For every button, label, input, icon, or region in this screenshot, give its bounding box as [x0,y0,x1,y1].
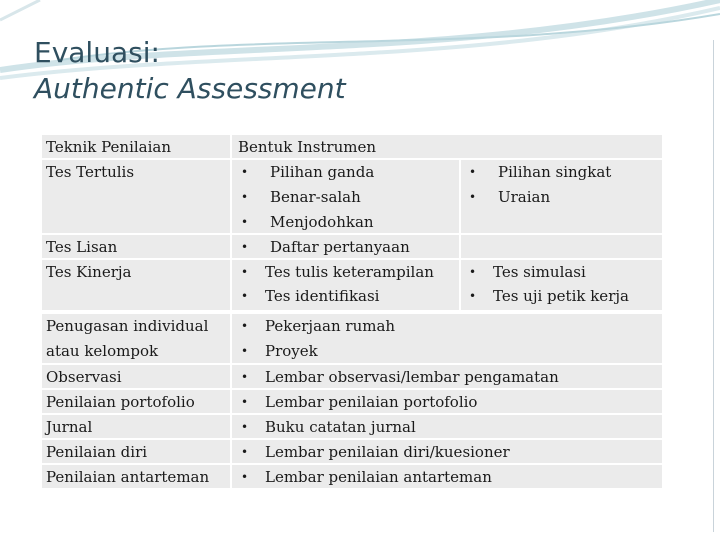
header-bentuk: Bentuk Instrumen [238,138,377,156]
list-item: Menjodohkan [270,213,374,231]
label-tes-tertulis: Tes Tertulis [46,163,135,181]
table-row-penilaian-diri [42,440,662,463]
title-line-1: Evaluasi: [34,36,160,69]
label-jurnal: Jurnal [46,418,93,436]
list-item: Benar-salah [270,188,361,206]
bullet-icon: • [241,344,249,358]
list-item: Tes tulis keterampilan [265,263,434,281]
list-item: Daftar pertanyaan [270,238,410,256]
title-line-2: Authentic Assessment [34,72,346,105]
table-row-portofolio [42,390,662,413]
list-item: Lembar penilaian diri/kuesioner [265,443,510,461]
bullet-icon: • [241,165,249,179]
bullet-icon: • [469,289,477,303]
header-teknik: Teknik Penilaian [46,138,172,156]
label-portofolio: Penilaian portofolio [46,393,195,411]
label-tes-lisan: Tes Lisan [46,238,118,256]
list-item: Pilihan ganda [270,163,375,181]
list-item: Buku catatan jurnal [265,418,416,436]
slide-frame-line [713,40,714,532]
list-item: Tes uji petik kerja [493,287,629,305]
bullet-icon: • [241,370,249,384]
bullet-icon: • [241,265,249,279]
bullet-icon: • [241,470,249,484]
bullet-icon: • [241,445,249,459]
list-item: Tes simulasi [493,263,586,281]
bullet-icon: • [241,289,249,303]
label-penugasan-1: Penugasan individual [46,317,209,335]
list-item: Lembar penilaian portofolio [265,393,478,411]
list-item: Lembar penilaian antarteman [265,468,492,486]
label-penilaian-diri: Penilaian diri [46,443,148,461]
list-item: Proyek [265,342,318,360]
table-row-penugasan [42,314,662,363]
bullet-icon: • [241,215,249,229]
assessment-table [42,135,662,490]
bullet-icon: • [469,190,477,204]
table-row-tertulis [42,160,662,233]
table-row-jurnal [42,415,662,438]
bullet-icon: • [469,265,477,279]
table-row-kinerja [42,260,662,310]
list-item: Pekerjaan rumah [265,317,396,335]
label-penugasan-2: atau kelompok [46,342,159,360]
table-row-antarteman [42,465,662,488]
label-tes-kinerja: Tes Kinerja [46,263,132,281]
table-row-lisan [42,235,662,258]
table-header-row [42,135,662,158]
bullet-icon: • [241,240,249,254]
table-row-observasi [42,365,662,388]
label-observasi: Observasi [46,368,122,386]
list-item: Uraian [498,188,551,206]
bullet-icon: • [241,420,249,434]
list-item: Pilihan singkat [498,163,612,181]
bullet-icon: • [469,165,477,179]
label-antarteman: Penilaian antarteman [46,468,210,486]
bullet-icon: • [241,395,249,409]
list-item: Tes identifikasi [265,287,380,305]
bullet-icon: • [241,190,249,204]
slide-title [34,36,346,108]
bullet-icon: • [241,319,249,333]
list-item: Lembar observasi/lembar pengamatan [265,368,559,386]
